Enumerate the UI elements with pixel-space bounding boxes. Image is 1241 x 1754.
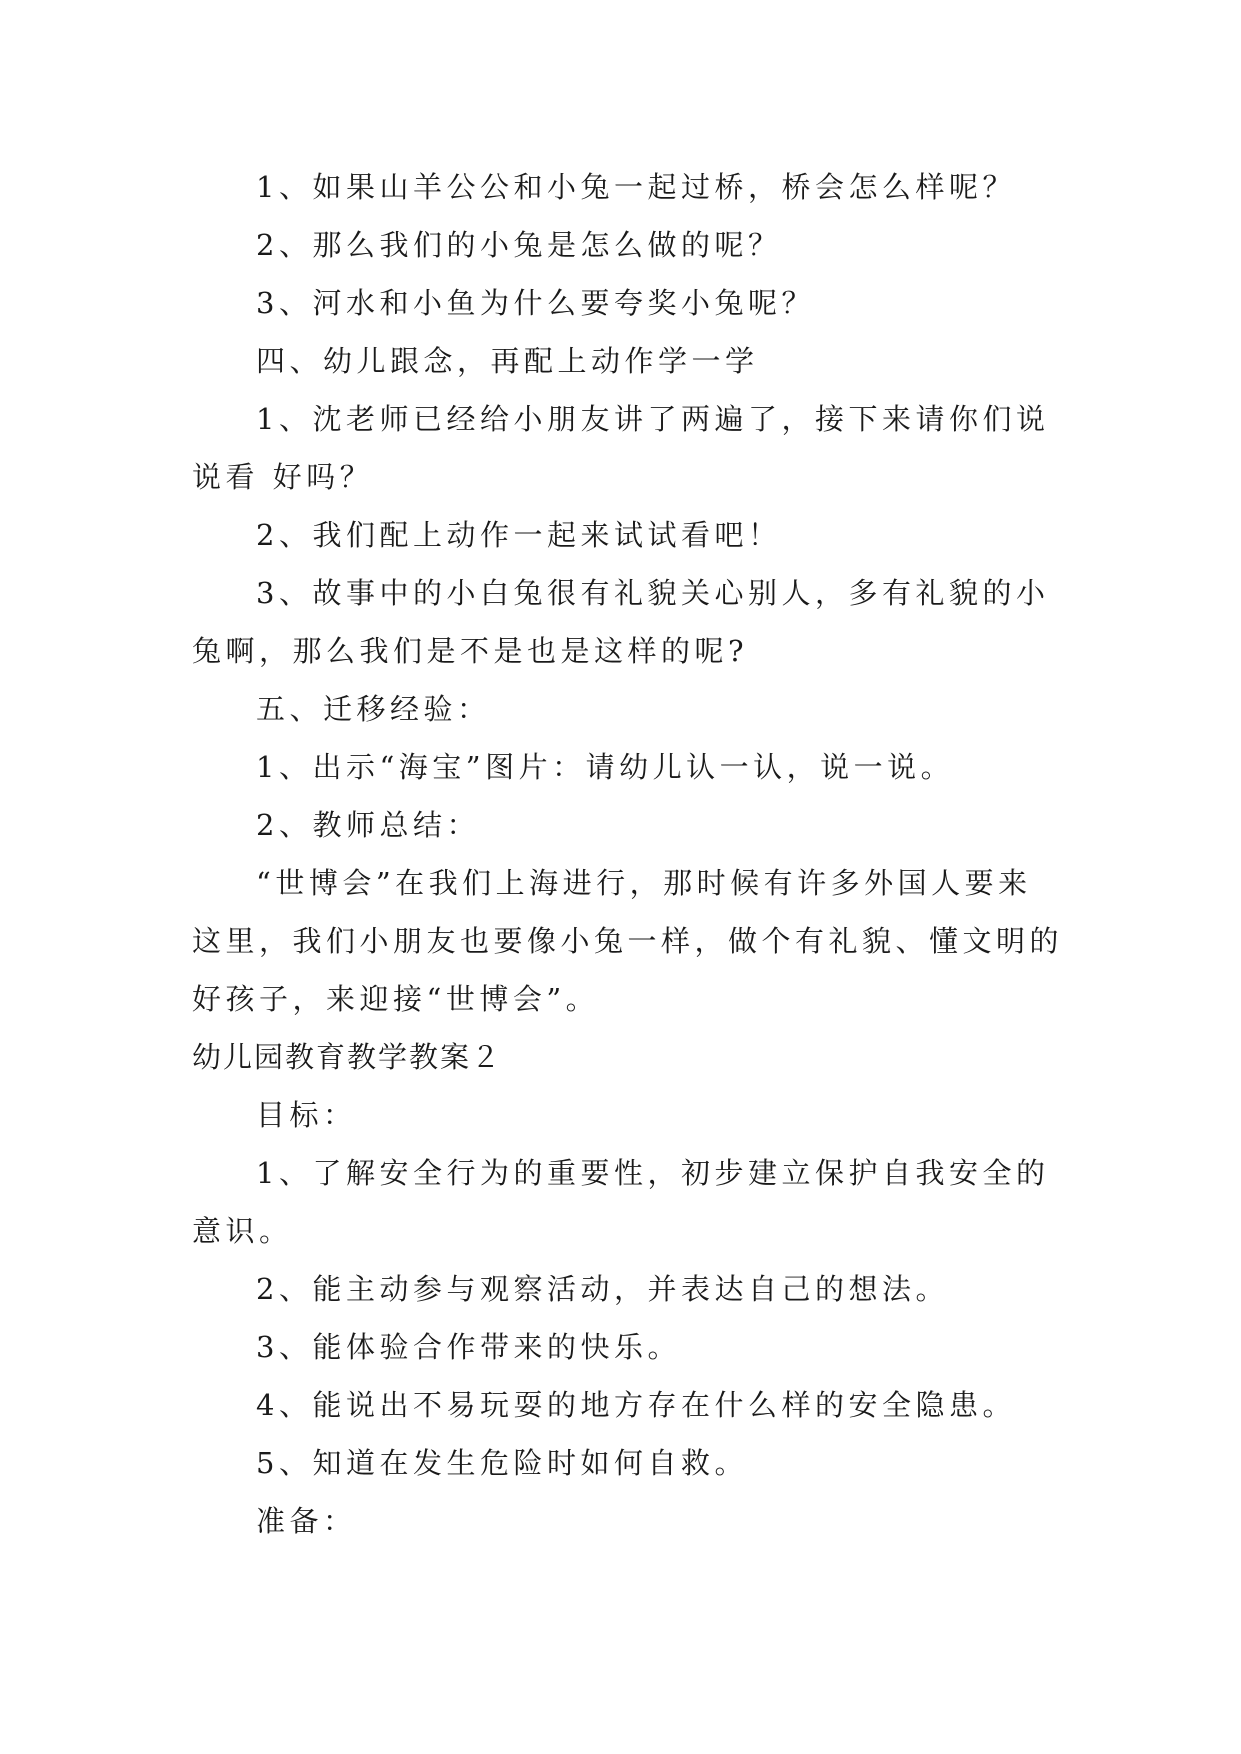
paragraph-line: 2、那么我们的小兔是怎么做的呢？ [256,228,782,262]
paragraph-line: 4、能说出不易玩耍的地方存在什么样的安全隐患。 [256,1388,1016,1422]
section-heading: 准备： [256,1504,357,1538]
section-heading: 五、迁移经验： [256,692,491,726]
paragraph-line: 1、如果山羊公公和小兔一起过桥，桥会怎么样呢？ [256,170,1016,204]
paragraph-line: “世博会”在我们上海进行，那时候有许多外国人要来 [256,866,1032,900]
paragraph-line: 3、故事中的小白兔很有礼貌关心别人，多有礼貌的小 [256,576,1050,610]
paragraph-line: 2、教师总结： [256,808,480,842]
paragraph-line: 1、出示“海宝”图片：请幼儿认一认，说一说。 [256,750,955,784]
paragraph-line: 1、了解安全行为的重要性，初步建立保护自我安全的 [256,1156,1050,1190]
paragraph-line: 3、河水和小鱼为什么要夸奖小兔呢？ [256,286,815,320]
paragraph-line: 3、能体验合作带来的快乐。 [256,1330,681,1364]
document-title: 幼儿园教育教学教案２ [192,1040,503,1074]
paragraph-line: 说看 好吗？ [192,460,374,494]
paragraph-line: 2、我们配上动作一起来试试看吧！ [256,518,782,552]
paragraph-line: 意识。 [192,1214,293,1248]
paragraph-line: 5、知道在发生危险时如何自救。 [256,1446,748,1480]
document-body [192,158,1064,1550]
paragraph-line: 1、沈老师已经给小朋友讲了两遍了，接下来请你们说 [256,402,1050,436]
paragraph-line: 好孩子，来迎接“世博会”。 [192,982,600,1016]
section-heading: 四、幼儿跟念，再配上动作学一学 [256,344,759,378]
paragraph-line: 兔啊，那么我们是不是也是这样的呢? [192,634,749,668]
paragraph-line: 2、能主动参与观察活动，并表达自己的想法。 [256,1272,949,1306]
paragraph-line: 这里，我们小朋友也要像小兔一样，做个有礼貌、懂文明的 [192,924,1064,958]
section-heading: 目标： [256,1098,357,1132]
